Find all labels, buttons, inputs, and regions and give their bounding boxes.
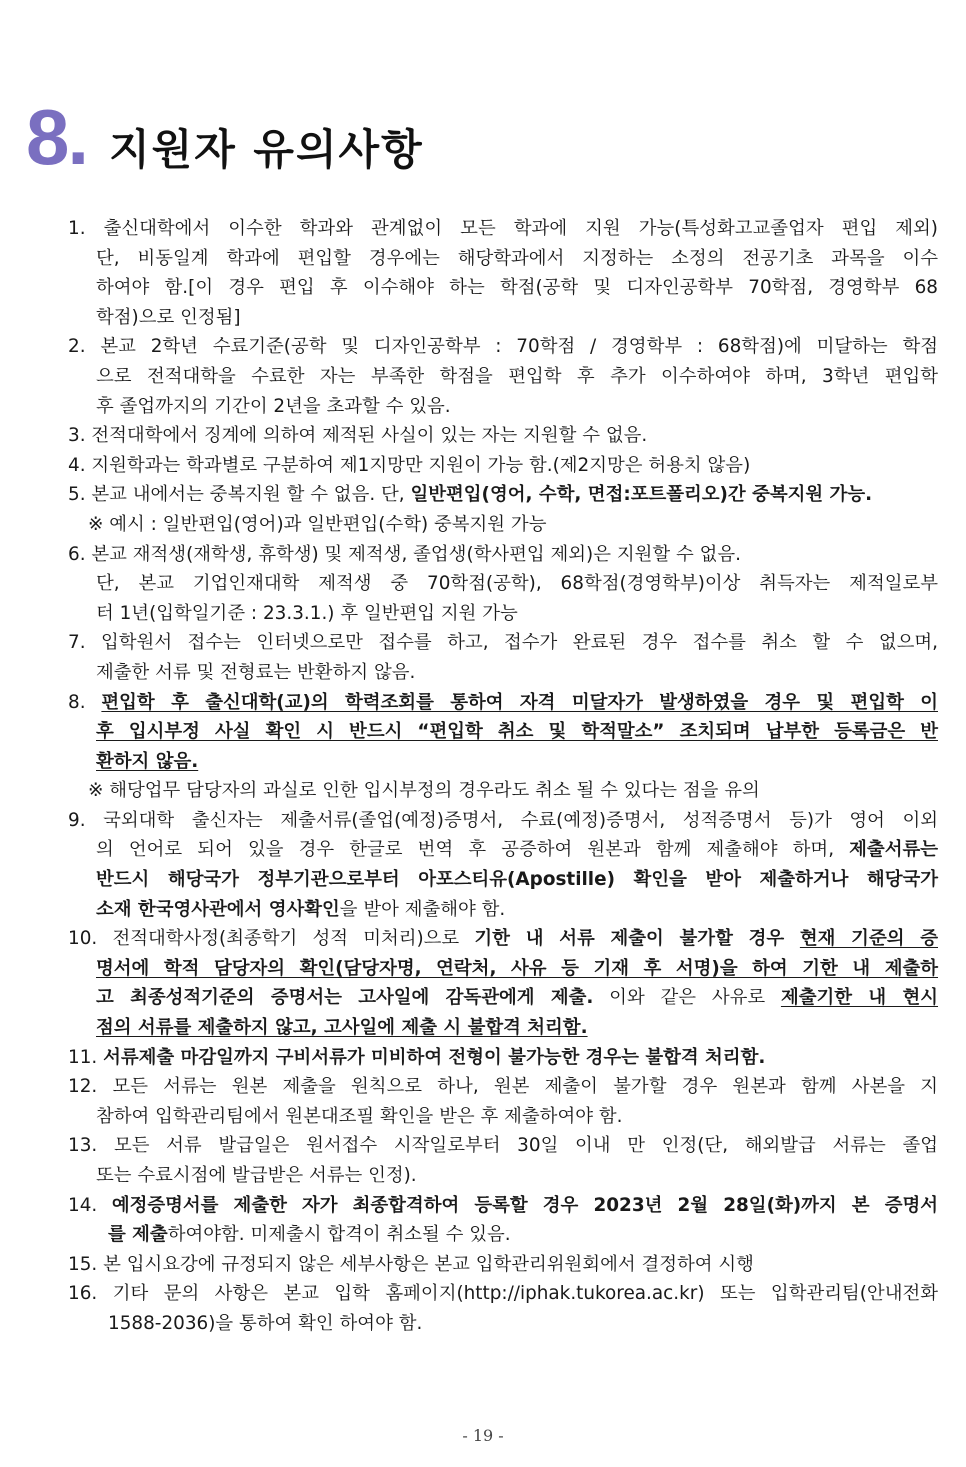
item-10-underline-4: 점의 서류를 제출하지 않고, 고사일에 제출 시 불합격 처리함. <box>96 1017 588 1039</box>
page-number: - 19 - <box>462 1426 504 1445</box>
item-10-underline-1: 현재 기준의 증 <box>799 928 938 950</box>
item-6-line-3: 터 1년(입학일기준 : 23.3.1.) 후 일반편입 지원 가능 <box>96 602 518 624</box>
item-10-underline-2: 명서에 학적 담당자의 확인(담당자명, 연락처, 사유 등 기재 후 서명)을 하여 기한 내 제출하 <box>96 957 938 979</box>
item-8-number: 8. <box>68 691 102 713</box>
item-9-bold-3: 반드시 해당국가 정부기관으로부터 아포스티유(Apostille) 확인을 받아 제출하거나 해당국가 <box>96 869 938 891</box>
item-5 <box>68 480 938 510</box>
item-12-line-2: 참하여 입학관리팀에서 원본대조필 확인을 받은 후 제출하여야 함. <box>96 1105 623 1127</box>
item-11-number: 11. <box>68 1046 104 1068</box>
item-3: 3. 전적대학에서 징계에 의하여 제적된 사실이 있는 자는 지원할 수 없음. <box>68 425 648 447</box>
item-9-line-1: 9. 국외대학 출신자는 제출서류(졸업(예정)증명서, 수료(예정)증명서, 성적증명서 등)가 영어 이외 <box>68 809 938 831</box>
item-13-line-1: 13. 모든 서류 발급일은 원서접수 시작일로부터 30일 이내 만 인정(단, 해외발급 서류는 졸업 <box>68 1135 938 1157</box>
item-10-text-3: 이와 같은 사유로 <box>593 987 781 1009</box>
item-6-line-2: 단, 본교 기업인재대학 제적생 중 70학점(공학), 68학점(경영학부)이상 취득자는 제적일로부 <box>96 573 938 595</box>
item-10-line-1 <box>68 924 938 954</box>
item-9-text-2: 의 언어로 되어 있을 경우 한글로 번역 후 공증하여 원본과 함께 제출해야 하며, <box>96 839 850 861</box>
item-9-line-3 <box>68 865 938 895</box>
item-9-line-4 <box>68 895 938 925</box>
item-5-note: ※ 예시 : 일반편입(영어)과 일반편입(수학) 중복지원 가능 <box>88 513 547 535</box>
item-7-line-2: 제출한 서류 및 전형료는 반환하지 않음. <box>96 661 416 683</box>
item-6-line-1: 6. 본교 재적생(재학생, 휴학생) 및 제적생, 졸업생(학사편입 제외)은 지원할 수 없음. <box>68 543 741 565</box>
item-5-bold: 일반편입(영어, 수학, 면접:포트폴리오)간 중복지원 가능 <box>410 484 866 506</box>
item-14-line-1 <box>68 1191 938 1221</box>
item-12-line-1: 12. 모든 서류는 원본 제출을 원칙으로 하나, 원본 제출이 불가할 경우 원본과 함께 사본을 지 <box>68 1076 938 1098</box>
item-14-text-2: 하여야함. 미제출시 합격이 취소될 수 있음. <box>167 1224 511 1246</box>
item-1-line-1: 1. 출신대학에서 이수한 학과와 관계없이 모든 학과에 지원 가능(특성화고교졸업자 편입 제외) <box>68 218 938 239</box>
item-14-bold-2: 를 제출 <box>108 1224 168 1246</box>
item-10-bold-1: 기한 내 서류 제출이 불가할 경우 <box>474 928 800 950</box>
item-10-line-2 <box>68 954 938 984</box>
item-4: 4. 지원학과는 학과별로 구분하여 제1지망만 지원이 가능 함.(제2지망은 허용치 않음) <box>68 454 751 476</box>
section-number: 8. <box>26 93 88 181</box>
item-14-bold-1: 예정증명서를 제출한 자가 최종합격하여 등록할 경우 2023년 2월 28일(화)까지 본 증명서 <box>111 1194 939 1216</box>
item-16-line-1: 16. 기타 문의 사항은 본교 입학 홈페이지(http://iphak.tukorea.ac.kr) 또는 입학관리팀(안내전화 <box>68 1283 938 1305</box>
item-10-line-4 <box>68 1013 938 1043</box>
item-11-bold: 서류제출 마감일까지 구비서류가 미비하여 전형이 불가능한 경우는 불합격 처리함. <box>103 1046 766 1068</box>
item-8-bold-3: 환하지 않음. <box>96 750 199 772</box>
item-14-line-2 <box>68 1220 938 1250</box>
item-9-line-2 <box>68 835 938 865</box>
item-14-number: 14. <box>68 1194 112 1216</box>
item-8-note: ※ 해당업무 담당자의 과실로 인한 입시부정의 경우라도 취소 될 수 있다는 점을 유의 <box>88 780 760 802</box>
item-9-bold-2: 제출서류는 <box>849 839 938 861</box>
item-10-bold-3: 고 최종성적기준의 증명서는 고사일에 감독관에게 제출. <box>96 987 594 1009</box>
item-8-line-3 <box>68 747 938 777</box>
item-1-line-2: 단, 비동일계 학과에 편입할 경우에는 해당학과에서 지정하는 소정의 전공기초 과목을 이수 <box>96 247 938 269</box>
item-5-text: 5. 본교 내에서는 중복지원 할 수 없음. 단, <box>68 484 411 506</box>
item-9-bold-4: 소재 한국영사관에서 영사확인 <box>96 898 340 920</box>
item-1-line-4: 학점)으로 인정됨] <box>96 306 241 328</box>
item-1-line-3: 하여야 함.[이 경우 편입 후 이수해야 하는 학점(공학 및 디자인공학부 70학점, 경영학부 68 <box>96 277 938 299</box>
section-heading <box>26 92 424 183</box>
item-8-line-2 <box>68 717 938 747</box>
item-8-line-1 <box>68 688 938 718</box>
item-10-text-1: 10. 전적대학사정(최종학기 성적 미처리)으로 <box>68 928 475 950</box>
item-9-text-4: 을 받아 제출해야 함. <box>339 898 506 920</box>
item-2-line-2: 으로 전적대학을 수료한 자는 부족한 학점을 편입학 후 추가 이수하여야 하며, 3학년 편입학 <box>96 365 938 387</box>
notice-list <box>68 214 938 1339</box>
item-8-bold-2: 후 입시부정 사실 확인 시 반드시 “편입학 취소 및 학적말소” 조치되며 납부한 등록금은 반 <box>96 721 938 743</box>
item-16-line-2: 1588-2036)을 통하여 확인 하여야 함. <box>108 1312 423 1334</box>
item-13-line-2: 또는 수료시점에 발급받은 서류는 인정). <box>96 1165 417 1186</box>
item-15: 15. 본 입시요강에 규정되지 않은 세부사항은 본교 입학관리위원회에서 결정하여 시행 <box>68 1253 754 1275</box>
item-10-line-3 <box>68 983 938 1013</box>
item-7-line-1: 7. 입학원서 접수는 인터넷으로만 접수를 하고, 접수가 완료된 경우 접수를 취소 할 수 없으며, <box>68 632 938 654</box>
item-8-bold-1: 편입학 후 출신대학(교)의 학력조회를 통하여 자격 미달자가 발생하였을 경우 및 편입학 이 <box>101 691 938 713</box>
item-10-underline-3: 제출기한 내 현시 <box>780 987 939 1009</box>
item-2-line-3: 후 졸업까지의 기간이 2년을 초과할 수 있음. <box>96 395 451 417</box>
item-5-period: . <box>865 484 873 506</box>
item-2-line-1: 2. 본교 2학년 수료기준(공학 및 디자인공학부 : 70학점 / 경영학부 : 68학점)에 미달하는 학점 <box>68 336 938 358</box>
item-11 <box>68 1043 938 1073</box>
section-title: 지원자 유의사항 <box>109 125 424 174</box>
